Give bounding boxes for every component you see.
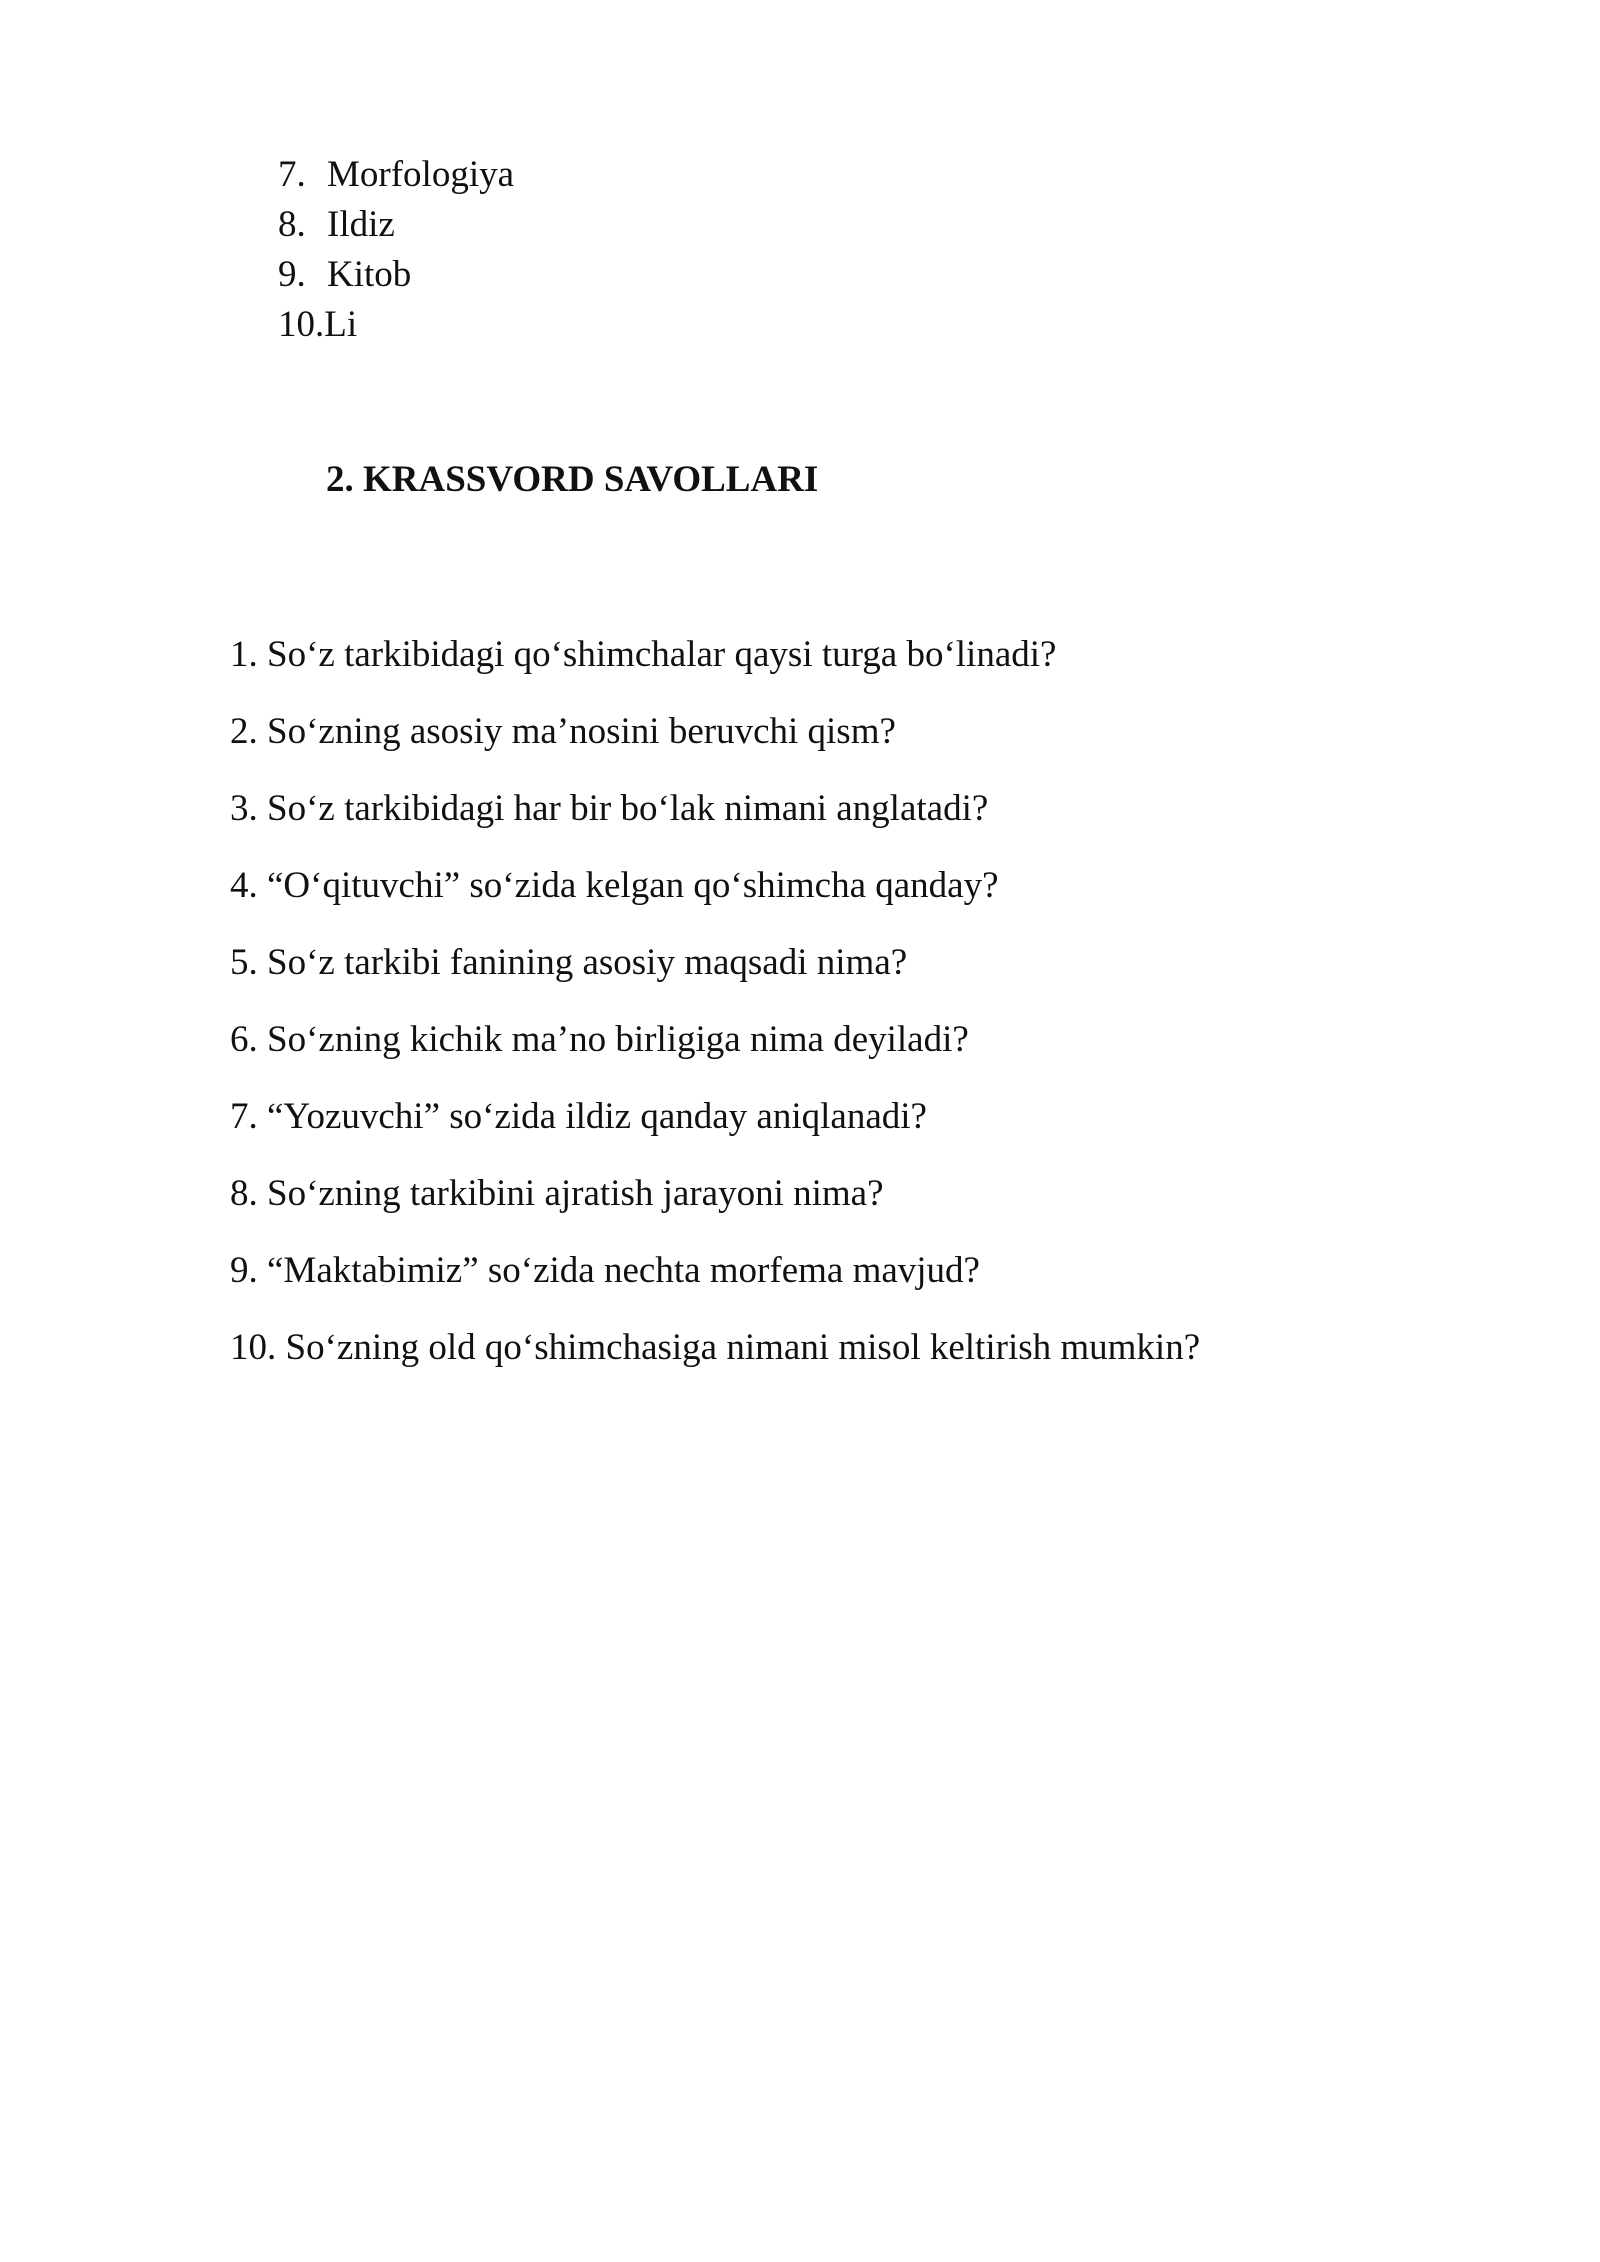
answer-item (278, 300, 514, 350)
answer-text: Kitob (327, 254, 412, 295)
question-item: 9. “Maktabimiz” so‘zida nechta morfema mavjud? (230, 1250, 980, 1291)
answer-number: 8. (278, 204, 306, 245)
answer-text: Ildiz (327, 204, 395, 245)
question-item: 4. “O‘qituvchi” so‘zida kelgan qo‘shimcha qanday? (230, 865, 999, 906)
question-item: 2. So‘zning asosiy ma’nosini beruvchi qism? (230, 711, 896, 752)
answer-number: 7. (278, 154, 306, 195)
question-item: 8. So‘zning tarkibini ajratish jarayoni nima? (230, 1173, 884, 1214)
answer-text: Li (324, 304, 358, 345)
question-item: 5. So‘z tarkibi fanining asosiy maqsadi nima? (230, 942, 908, 983)
question-item: 3. So‘z tarkibidagi har bir bo‘lak nimani anglatadi? (230, 788, 989, 829)
question-list (230, 630, 1200, 1400)
answer-item (278, 200, 514, 250)
section-heading: 2. KRASSVORD SAVOLLARI (326, 459, 819, 500)
answer-number: 9. (278, 254, 306, 295)
answer-item (278, 150, 514, 200)
question-item: 1. So‘z tarkibidagi qo‘shimchalar qaysi turga bo‘linadi? (230, 634, 1057, 675)
question-item: 10. So‘zning old qo‘shimchasiga nimani misol keltirish mumkin? (230, 1327, 1201, 1368)
answer-item (278, 250, 514, 300)
answer-text: Morfologiya (327, 154, 515, 195)
answer-number: 10. (278, 304, 325, 345)
answer-list (278, 150, 514, 350)
question-item: 6. So‘zning kichik ma’no birligiga nima deyiladi? (230, 1019, 969, 1060)
question-item: 7. “Yozuvchi” so‘zida ildiz qanday aniqlanadi? (230, 1096, 927, 1137)
